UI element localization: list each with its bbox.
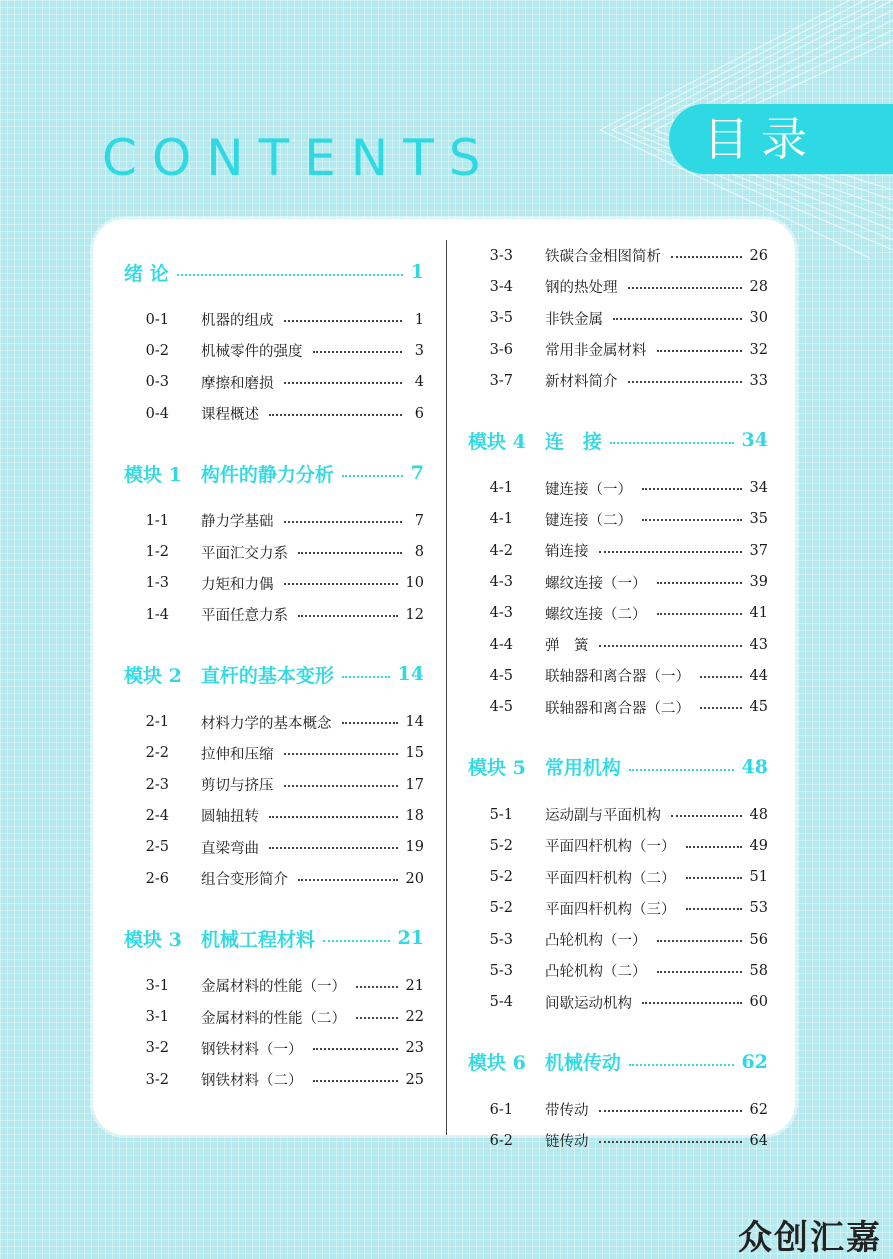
entry-number: 5-3 [489,931,513,948]
entry-page-number: 53 [749,900,768,917]
entry-number: 1-2 [145,544,169,561]
toc-entry[interactable] [124,706,424,737]
entry-leader-dots [284,785,398,787]
entry-number: 5-2 [489,900,513,917]
entry-page-number: 26 [749,247,768,264]
toc-entry[interactable] [468,692,768,723]
entry-number: 5-2 [489,837,513,854]
entry-number: 4-4 [489,636,513,653]
entry-number: 3-6 [489,341,513,358]
entry-title: 静力学基础 [201,514,274,531]
entry-title: 平面四杆机构（一） [545,839,676,856]
section-leader-dots [610,442,734,444]
entry-leader-dots [284,583,398,585]
entry-number: 2-4 [145,807,169,824]
entry-title: 圆轴扭转 [201,809,259,826]
entry-leader-dots [269,847,398,849]
toc-entry[interactable] [124,505,424,536]
toc-entry[interactable] [124,568,424,599]
entry-leader-dots [642,488,742,490]
toc-entry[interactable] [124,1033,424,1064]
entry-page-number: 56 [749,931,768,948]
toc-entry[interactable] [468,987,768,1018]
entry-leader-dots [628,287,742,289]
entry-title: 非铁金属 [545,311,603,328]
toc-entry[interactable] [468,566,768,597]
entry-number: 5-1 [489,806,513,823]
entry-number: 5-2 [489,869,513,886]
entry-page-number: 23 [405,1040,424,1057]
entry-title: 材料力学的基本概念 [201,715,332,732]
section-title: 模块 6 机械传动 [468,1052,621,1075]
section-leader-dots [629,1064,734,1066]
toc-entry[interactable] [124,863,424,894]
entry-title: 运动副与平面机构 [545,808,661,824]
entry-page-number: 35 [749,511,768,528]
toc-entry[interactable] [468,1125,768,1156]
entry-leader-dots [298,615,398,617]
entry-number: 4-5 [489,699,513,716]
section-title: 模块 1 构件的静力分析 [124,463,334,486]
toc-entry[interactable] [468,861,768,892]
toc-entry[interactable] [124,1001,424,1032]
entry-number: 0-3 [145,374,169,391]
entry-leader-dots [657,971,742,973]
section-leader-dots [342,475,403,477]
entry-title: 键连接（一） [545,481,632,498]
entry-leader-dots [356,1017,398,1019]
toc-right-column [468,240,768,1157]
section-page-number: 21 [397,927,424,950]
entry-title: 课程概述 [201,407,259,424]
entry-title: 平面汇交力系 [201,545,288,562]
entry-number: 3-7 [489,372,513,389]
entry-number: 2-3 [145,776,169,793]
entry-leader-dots [356,986,398,988]
entry-number: 2-5 [145,839,169,856]
entry-title: 新材料简介 [545,374,618,391]
entry-leader-dots [342,722,398,724]
entry-title: 联轴器和离合器（一） [545,669,690,686]
toc-entry[interactable] [468,1094,768,1125]
entry-leader-dots [671,256,742,258]
entry-leader-dots [599,1141,742,1143]
toc-section-heading[interactable] [124,248,424,296]
toc-entry[interactable] [124,536,424,567]
entry-leader-dots [269,414,402,416]
entry-leader-dots [686,877,742,879]
toc-entry[interactable] [124,1064,424,1095]
entry-page-number: 17 [405,776,424,793]
entry-number: 0-2 [145,342,169,359]
entry-page-number: 64 [749,1132,768,1149]
entry-page-number: 60 [749,994,768,1011]
section-page-number: 34 [741,429,768,452]
entry-page-number: 32 [749,341,768,358]
toc-entry[interactable] [124,398,424,429]
entry-page-number: 8 [414,544,424,561]
entry-leader-dots [686,908,742,910]
entry-leader-dots [599,1110,742,1112]
entry-number: 1-1 [145,512,169,529]
entry-page-number: 51 [749,869,768,886]
toc-entry[interactable] [124,367,424,398]
entry-title: 平面四杆机构（二） [545,870,676,887]
entry-page-number: 12 [405,606,424,623]
entry-leader-dots [599,551,742,553]
section-title: 模块 5 常用机构 [468,757,621,780]
entry-page-number: 34 [749,480,768,497]
contents-heading: CONTENTS [102,129,496,187]
entry-title: 机器的组成 [201,313,274,330]
entry-number: 6-1 [489,1101,513,1118]
toc-entry[interactable] [468,893,768,924]
section-page-number: 7 [410,462,424,485]
entry-title: 销连接 [545,544,589,561]
entry-title: 平面任意力系 [201,608,288,625]
entry-title: 链传动 [545,1134,589,1151]
entry-number: 3-5 [489,310,513,327]
entry-page-number: 4 [414,374,424,391]
entry-leader-dots [642,1002,742,1004]
toc-entry[interactable] [124,800,424,831]
entry-number: 4-1 [489,511,513,528]
entry-title: 凸轮机构（二） [545,964,647,981]
section-leader-dots [177,274,403,276]
toc-entry[interactable] [468,799,768,830]
entry-page-number: 33 [749,372,768,389]
entry-title: 弹 簧 [545,638,589,655]
entry-number: 3-2 [145,1071,169,1088]
entry-page-number: 1 [414,311,424,328]
entry-page-number: 43 [749,636,768,653]
entry-leader-dots [313,351,403,353]
entry-page-number: 48 [749,806,768,823]
toc-entry[interactable] [468,629,768,660]
entry-page-number: 10 [405,575,424,592]
section-page-number: 48 [741,755,768,778]
entry-page-number: 44 [749,667,768,684]
entry-title: 剪切与挤压 [201,778,274,795]
entry-leader-dots [700,707,742,709]
entry-title: 螺纹连接（二） [545,606,647,623]
section-leader-dots [323,940,390,942]
toc-entry[interactable] [468,472,768,503]
entry-title: 钢铁材料（一） [201,1041,303,1058]
section-title: 模块 4 连 接 [468,430,602,453]
entry-number: 3-1 [145,1009,169,1026]
section-leader-dots [342,676,390,678]
entry-page-number: 15 [405,745,424,762]
entry-title: 金属材料的性能（一） [201,979,346,996]
entry-title: 组合变形简介 [201,872,288,888]
section-title: 模块 2 直杆的基本变形 [124,664,334,687]
section-title: 模块 3 机械工程材料 [124,928,315,951]
toc-section-heading[interactable] [468,743,768,791]
entry-title: 钢铁材料（二） [201,1073,303,1090]
entry-title: 铁碳合金相图简析 [545,249,661,266]
toc-entry[interactable] [468,535,768,566]
entry-title: 常用非金属材料 [545,343,647,360]
entry-leader-dots [686,846,742,848]
mulu-tab [669,104,893,174]
entry-page-number: 6 [414,405,424,422]
entry-page-number: 41 [749,605,768,622]
entry-number: 3-2 [145,1040,169,1057]
entry-number: 3-1 [145,977,169,994]
entry-title: 凸轮机构（一） [545,933,647,950]
toc-entry[interactable] [124,599,424,630]
entry-title: 螺纹连接（一） [545,575,647,592]
entry-leader-dots [613,318,742,320]
entry-page-number: 14 [405,714,424,731]
entry-number: 1-4 [145,606,169,623]
entry-number: 4-3 [489,574,513,591]
entry-page-number: 18 [405,807,424,824]
entry-number: 6-2 [489,1132,513,1149]
entry-page-number: 39 [749,574,768,591]
section-page-number: 14 [397,663,424,686]
toc-entry[interactable] [468,598,768,629]
entry-leader-dots [657,940,742,942]
entry-leader-dots [657,350,742,352]
entry-number: 2-6 [145,870,169,887]
entry-leader-dots [671,815,742,817]
toc-entry[interactable] [468,334,768,365]
entry-page-number: 30 [749,310,768,327]
entry-leader-dots [284,320,403,322]
entry-title: 机械零件的强度 [201,344,303,361]
entry-title: 平面四杆机构（三） [545,901,676,918]
entry-number: 2-2 [145,745,169,762]
entry-title: 联轴器和离合器（二） [545,700,690,717]
entry-page-number: 37 [749,542,768,559]
entry-page-number: 58 [749,962,768,979]
toc-entry[interactable] [124,304,424,335]
entry-leader-dots [700,676,742,678]
entry-leader-dots [269,816,398,818]
toc-entry[interactable] [468,955,768,986]
entry-number: 0-1 [145,311,169,328]
toc-entry[interactable] [468,660,768,691]
entry-number: 3-3 [489,247,513,264]
column-divider [446,240,447,1135]
entry-number: 0-4 [145,405,169,422]
entry-number: 4-2 [489,542,513,559]
entry-title: 钢的热处理 [545,280,618,297]
entry-page-number: 20 [405,870,424,887]
entry-leader-dots [298,879,398,881]
toc-entry[interactable] [124,832,424,863]
entry-number: 4-1 [489,480,513,497]
entry-number: 2-1 [145,714,169,731]
entry-title: 摩擦和磨损 [201,375,274,392]
section-title: 绪 论 [124,262,169,285]
toc-entry[interactable] [124,769,424,800]
entry-title: 力矩和力偶 [201,576,274,593]
entry-leader-dots [657,613,742,615]
entry-leader-dots [284,753,398,755]
entry-page-number: 7 [414,512,424,529]
entry-page-number: 25 [405,1071,424,1088]
entry-title: 直梁弯曲 [201,840,259,857]
toc-entry[interactable] [124,738,424,769]
toc-section-heading[interactable] [468,416,768,464]
entry-number: 3-4 [489,278,513,295]
entry-leader-dots [284,521,403,523]
entry-page-number: 45 [749,699,768,716]
entry-title: 带传动 [545,1103,589,1120]
toc-entry[interactable] [468,303,768,334]
entry-leader-dots [657,582,742,584]
entry-page-number: 22 [405,1009,424,1026]
entry-page-number: 19 [405,839,424,856]
entry-title: 金属材料的性能（二） [201,1010,346,1027]
entry-page-number: 49 [749,837,768,854]
entry-leader-dots [642,519,742,521]
entry-leader-dots [628,381,742,383]
entry-title: 间歇运动机构 [545,995,632,1012]
entry-page-number: 28 [749,278,768,295]
toc-entry[interactable] [468,271,768,302]
toc-left-column [124,248,424,1095]
toc-section-heading[interactable] [124,449,424,497]
entry-leader-dots [313,1080,398,1082]
entry-leader-dots [284,382,403,384]
section-leader-dots [629,769,734,771]
entry-number: 4-5 [489,667,513,684]
mulu-label: 目录 [703,112,819,166]
toc-section-heading[interactable] [124,914,424,962]
toc-entry[interactable] [468,240,768,271]
entry-title: 键连接（二） [545,512,632,529]
entry-page-number: 3 [414,342,424,359]
entry-number: 1-3 [145,575,169,592]
toc-entry[interactable] [124,335,424,366]
toc-entry[interactable] [468,365,768,396]
section-page-number: 1 [410,261,424,283]
entry-title: 拉伸和压缩 [201,746,274,763]
entry-leader-dots [298,552,402,554]
entry-leader-dots [313,1048,398,1050]
entry-number: 5-3 [489,962,513,979]
toc-entry[interactable] [468,504,768,535]
entry-page-number: 21 [405,977,424,994]
toc-section-heading[interactable] [124,650,424,698]
toc-entry[interactable] [468,830,768,861]
toc-section-heading[interactable] [468,1038,768,1086]
entry-number: 4-3 [489,605,513,622]
toc-entry[interactable] [124,970,424,1001]
entry-page-number: 62 [749,1101,768,1118]
entry-leader-dots [599,645,742,647]
toc-entry[interactable] [468,924,768,955]
entry-number: 5-4 [489,994,513,1011]
watermark-logo: 众创汇嘉 [738,1218,882,1258]
section-page-number: 62 [741,1050,768,1073]
